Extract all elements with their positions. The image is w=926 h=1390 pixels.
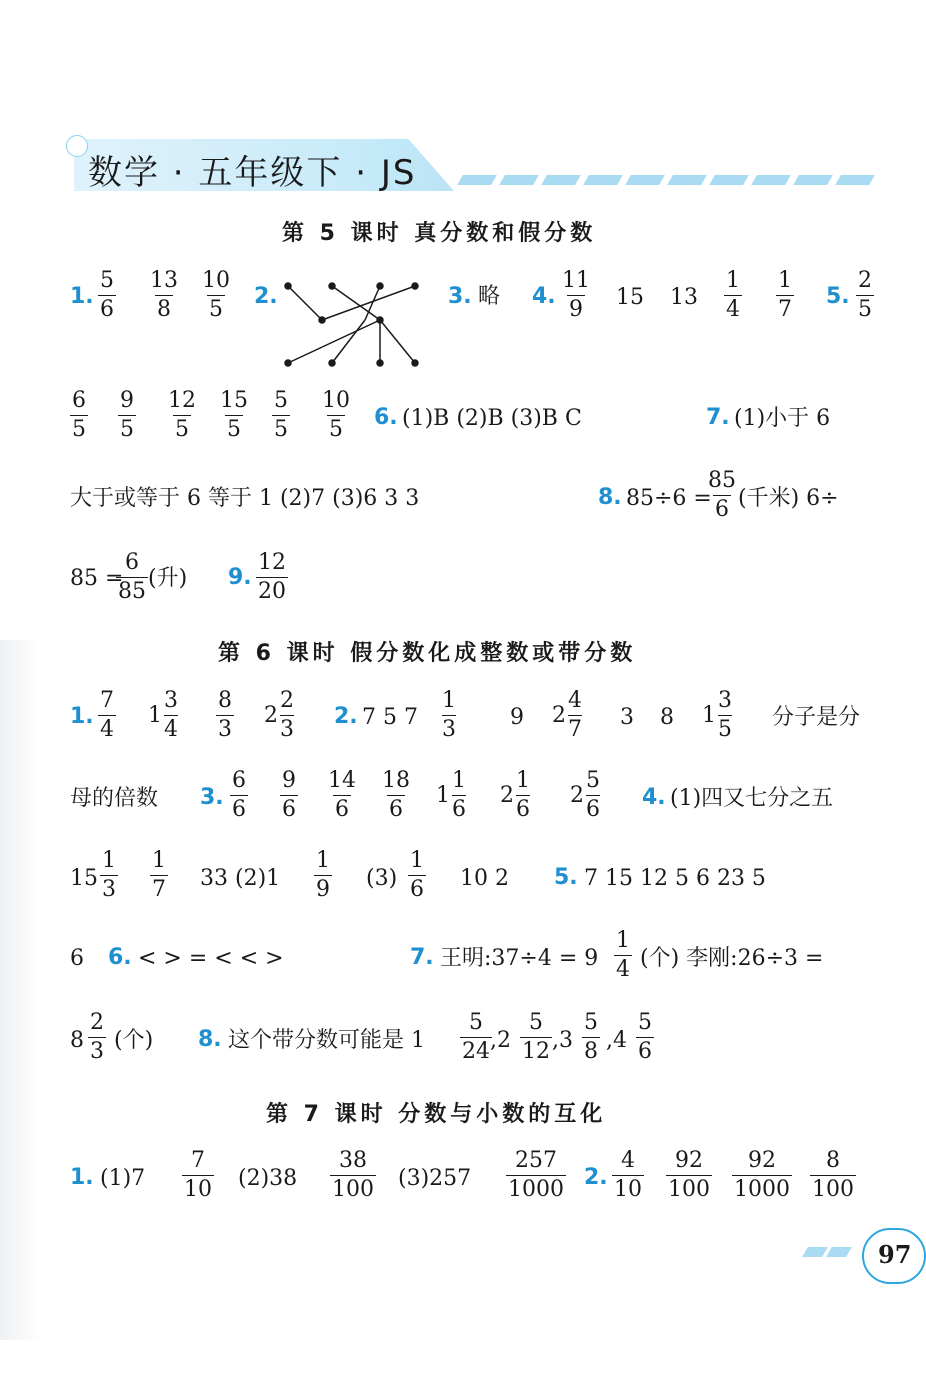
fraction: $\frac{10}{5}$	[202, 268, 230, 322]
item-number: 2.	[334, 704, 358, 729]
matching-lines-diagram	[280, 278, 430, 373]
answer-text: 13	[670, 285, 698, 310]
answer-text: 15	[70, 866, 98, 891]
fraction: $\frac{6}{85}$	[118, 550, 146, 604]
answer-text: < > = < < >	[138, 946, 284, 971]
fraction: $\frac{257}{1000}$	[508, 1148, 564, 1202]
item-number: 3.	[200, 785, 224, 810]
answer-text: 15	[616, 285, 644, 310]
answer-text: (1)B (2)B (3)B C	[402, 406, 582, 431]
item-number: 2.	[584, 1165, 608, 1190]
answer-text: 王明:37÷4 = 9	[440, 946, 599, 971]
mixed-number: 2 5 6	[570, 768, 600, 822]
answer-text: (1)小于 6	[734, 406, 831, 431]
fraction: $\frac{5}{8}$	[584, 1010, 598, 1064]
fraction: $\frac{92}{100}$	[668, 1148, 710, 1202]
answer-text: ,2	[490, 1028, 511, 1053]
fraction: $\frac{5}{5}$	[274, 388, 288, 442]
fraction: $\frac{5}{12}$	[522, 1010, 550, 1064]
fraction: $\frac{1}{3}$	[102, 848, 116, 902]
fraction: $\frac{7}{4}$	[100, 688, 114, 742]
fraction: $\frac{5}{6}$	[100, 268, 114, 322]
answer-text: (1)四又七分之五	[670, 786, 834, 811]
answer-text: 7 15 12 5 6 23 5	[584, 866, 766, 891]
page-number: 97	[878, 1240, 912, 1269]
answer-text: 3	[620, 705, 634, 730]
item-number: 1.	[70, 704, 94, 729]
answer-text: 这个带分数可能是 1	[228, 1028, 425, 1053]
item-number: 5.	[826, 284, 850, 309]
answer-text: (升)	[148, 566, 188, 591]
item-number: 4.	[642, 785, 666, 810]
fraction: $\frac{12}{5}$	[168, 388, 196, 442]
header-title: 数学 · 五年级下 · JS	[88, 153, 417, 193]
fraction: $\frac{5}{24}$	[462, 1010, 490, 1064]
fraction: $\frac{11}{9}$	[562, 268, 590, 322]
item-number: 8.	[198, 1027, 222, 1052]
item-number: 7.	[410, 945, 434, 970]
fraction: $\frac{7}{10}$	[184, 1148, 212, 1202]
fraction: $\frac{1}{9}$	[316, 848, 330, 902]
page-edge-shadow	[0, 640, 40, 1340]
fraction: $\frac{1}{7}$	[152, 848, 166, 902]
fraction: $\frac{8}{3}$	[218, 688, 232, 742]
mixed-number: 1 3	[442, 688, 456, 742]
answer-text: 85÷6 =	[626, 486, 712, 511]
item-number: 2.	[254, 284, 278, 309]
answer-text: 略	[478, 284, 501, 309]
answer-text: 大于或等于 6 等于 1 (2)7 (3)6 3 3	[70, 486, 420, 511]
fraction: $\frac{1}{4}$	[616, 928, 630, 982]
answer-text: 9	[510, 705, 524, 730]
section-title-lesson5: 第 5 课时 真分数和假分数	[282, 221, 597, 246]
section-title-lesson6: 第 6 课时 假分数化成整数或带分数	[218, 641, 637, 666]
fraction: $\frac{4}{10}$	[614, 1148, 642, 1202]
fraction: $\frac{2}{3}$	[90, 1010, 104, 1064]
answer-text: (个)	[114, 1028, 154, 1053]
fraction: $\frac{12}{20}$	[258, 550, 286, 604]
answer-text: 6	[70, 946, 84, 971]
mixed-number: 1 1 6	[436, 768, 466, 822]
fraction: $\frac{1}{4}$	[726, 268, 740, 322]
mixed-number: 2 2 3	[264, 688, 294, 742]
answer-text: 33 (2)1	[200, 866, 281, 891]
answer-text: (千米) 6÷	[738, 486, 839, 511]
item-number: 1.	[70, 284, 94, 309]
mixed-number: 1 3 5	[702, 688, 732, 742]
answer-text: (1)7	[100, 1166, 146, 1191]
answer-text: 分子是分	[772, 705, 861, 730]
fraction: $\frac{18}{6}$	[382, 768, 410, 822]
answer-text: 7 5 7	[362, 705, 418, 730]
fraction: $\frac{38}{100}$	[332, 1148, 374, 1202]
fraction: $\frac{9}{6}$	[282, 768, 296, 822]
section-title-lesson7: 第 7 课时 分数与小数的互化	[266, 1102, 607, 1127]
answer-text: ,4	[606, 1028, 627, 1053]
mixed-number: 2 4 7	[552, 688, 582, 742]
page-stripes	[805, 1247, 860, 1261]
fraction: $\frac{9}{5}$	[120, 388, 134, 442]
banner-circle-icon	[66, 135, 88, 157]
fraction: $\frac{1}{6}$	[410, 848, 424, 902]
item-number: 6.	[108, 945, 132, 970]
answer-text: (3)	[366, 866, 398, 891]
item-number: 5.	[554, 865, 578, 890]
mixed-number: 1 3 4	[148, 688, 178, 742]
answer-text: (3)257	[398, 1166, 472, 1191]
fraction: $\frac{92}{1000}$	[734, 1148, 790, 1202]
fraction: $\frac{1}{7}$	[778, 268, 792, 322]
item-number: 1.	[70, 1165, 94, 1190]
answer-text: 母的倍数	[70, 786, 159, 811]
fraction: $\frac{2}{5}$	[858, 268, 872, 322]
fraction: $\frac{8}{100}$	[812, 1148, 854, 1202]
answer-text: (2)38	[238, 1166, 298, 1191]
answer-text: (个) 李刚:26÷3 =	[640, 946, 824, 971]
fraction: $\frac{6}{5}$	[72, 388, 86, 442]
item-number: 6.	[374, 405, 398, 430]
answer-text: 8	[660, 705, 674, 730]
fraction: $\frac{85}{6}$	[708, 468, 736, 522]
answer-text: ,3	[552, 1028, 573, 1053]
banner-stripes	[460, 175, 900, 187]
item-number: 3.	[448, 284, 472, 309]
answer-text: 10 2	[460, 866, 509, 891]
fraction: $\frac{5}{6}$	[638, 1010, 652, 1064]
item-number: 8.	[598, 485, 622, 510]
answer-text: 8	[70, 1028, 84, 1053]
mixed-number: 2 1 6	[500, 768, 530, 822]
answer-text: 85 =	[70, 566, 124, 591]
fraction: $\frac{10}{5}$	[322, 388, 350, 442]
fraction: $\frac{14}{6}$	[328, 768, 356, 822]
item-number: 7.	[706, 405, 730, 430]
fraction: $\frac{15}{5}$	[220, 388, 248, 442]
item-number: 4.	[532, 284, 556, 309]
item-number: 9.	[228, 565, 252, 590]
fraction: $\frac{13}{8}$	[150, 268, 178, 322]
fraction: $\frac{6}{6}$	[232, 768, 246, 822]
header-banner	[60, 135, 900, 195]
